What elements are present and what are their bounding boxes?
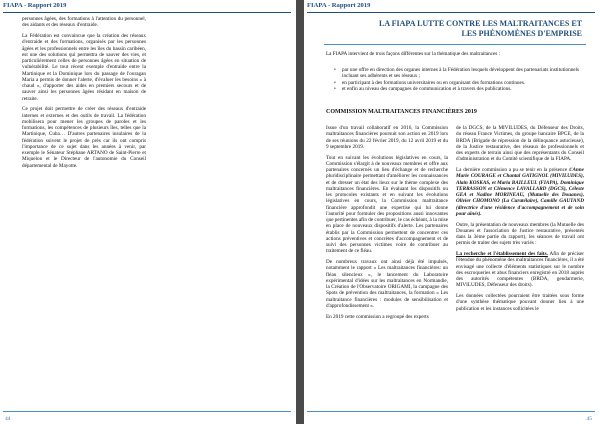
list-item: • par une offre en direction des organes internes à la Fédération lesquels développent des partenariats institutionnels incluant ses adhérents et ses réseaux ; <box>334 67 584 80</box>
running-header: FIAPA - Rapport 2019 <box>307 2 371 9</box>
header-rule <box>307 12 595 13</box>
attendees-names: Anne Marie COURAGE et Chantal GATIGNOL (MIVILUDES), Alain KOSKAS, et Maria BAILLEUL (FIAPA), Dominique TERRASSON et Clémence LAVALLARD (DGCS), Céleste GEA et Nadine MORINEAU, (Mutuelle des Douanes), Olivier CHOMONO (La Curatélaire), Camille GAUTAND (directrice d'une résidence d'accompagnement et de soin pour aînés). <box>456 167 584 217</box>
intro-text: La FIAPA intervient de trois façons différentes sur la thématique des maltraitances : <box>326 51 501 57</box>
right-column-2 <box>456 125 584 316</box>
paragraph: Les données collectées pourraient être traitées sous forme d'une synthèse thématique pouvant donner lieu à une publication et les instances sollicitées le <box>456 293 584 312</box>
page-gutter <box>296 0 304 424</box>
title-line: LA FIAPA LUTTE CONTRE LES MALTRAITANCES ET <box>378 19 582 28</box>
bullet-list <box>334 67 584 93</box>
attendees-intro: La dernière commission a pu se tenir en la présence d' <box>456 167 573 173</box>
page-44 <box>0 0 296 424</box>
page-number: 45 <box>586 416 592 422</box>
header-rule <box>3 12 291 13</box>
paragraph: Issue d'un travail collaboratif en 2016, la Commission maltraitances financières poursuit son action en 2019 lors de ses réunions du 22 février 2019, du 12 avril 2019 et du 9 septembre 2019. <box>326 125 448 150</box>
section-heading: COMMISSION MALTRAITANCES FINANCIÈRES 2019 <box>326 109 477 115</box>
paragraph: personnes âgées, des formations à l'attention du personnel, des aidants et des réseaux d'entraide. <box>22 16 146 29</box>
paragraph: La Fédération est convaincue que la création des réseaux d'entraide et des formations, organisés par les personnes âgées et les professionnels entre les îles du bassin caribéen, est une des solutions qui permettra de sauver des vies, et particulièrement celles de personnes âgées en situation de vulnérabilité. Le tout récent exemple d'entraide entre la Martinique et la Dominique lors du passage de l'ouragan Maria a permis de donner l'alerte, d'évaluer les besoins « à chaud », d'apporter des aides en premiers secours et de sauver ainsi les personnes âgées résidant en maison de retraite. <box>22 33 146 102</box>
research-text: Afin de préciser l'étendue du phénomène des maltraitances financières, il a été envisagé une collecte d'éléments statistiques sur le nombre des escroqueries et abus financiers enregistré en 2018 auprès des autorités compétentes (BRDA, gendarmerie, MIVILUDES, Défenseur des droits). <box>456 251 584 289</box>
paragraph: Tout en suivant les évolutions législatives en cours, la Commission s'élargit à de nouveaux membres et offre aux partenaires concernés un lieu d'échange et de recherche pluridisciplinaire permettant d'améliorer les connaissances et de dresser un état des lieux sur le thème complexe des maltraitances financières. En évaluant les dispositifs ou les protocoles existants et en suivant les évolutions législatives en cours, la Commission maltraitance financière approfondit une expertise qui lui donne l'autorité pour formuler des propositions aussi innovantes que pertinentes afin de contribuer, le cas échéant, à la mise en place de nouveaux dispositifs d'alerte. Les partenaires établis par la Commission permettent de concentrer ces actions préventives et concrètes d'accompagnement et de suivi des personnes victimes voire de contribuer au traitement de ce fléau. <box>326 154 448 255</box>
title-line: LES PHÉNOMÈNES D'EMPRISE <box>461 28 582 38</box>
running-header: FIAPA - Rapport 2019 <box>3 2 67 9</box>
list-item: • et enfin au niveau des campagnes de communication et à travers des publications. <box>334 86 584 92</box>
page-number: 44 <box>5 416 11 422</box>
page-45 <box>304 0 600 424</box>
right-column-1 <box>326 125 448 324</box>
left-text-column <box>22 16 146 173</box>
paragraph: Ce projet doit permettre de créer des réseaux d'entraide internes et externes et des outils de travail. La fédération mobilisera pour mener les groupes de paroles et les formations, les compétences de plusieurs îles, telles que la Martinique, Cuba… D'autres partenaires insulaires de la fédération suivent le projet de près car ils ont compris l'importance de ce sujet dans les années à venir, par exemple le Sénateur Stéphane ARTANO de Saint-Pierre et Miquelon et le Directeur de l'autonomie du Conseil départemental de Mayotte. <box>22 106 146 169</box>
paragraph-attendees <box>456 167 584 217</box>
paragraph: En 2019 cette commission a regroupé des experts <box>326 313 429 320</box>
page-title <box>324 19 582 38</box>
paragraph: De nombreux travaux ont ainsi déjà été impulsés, notamment le rapport « Les maltraitances financières: un fléau silencieux », le lancement du Laboratoire expérimental d'idées sur les maltraitances en Normandie, la Création de l'Observatoire ORIGAMI, la campagne des Spots de prévention des maltraitances, la formation « Les maltraitance financières : modules de sensibilisation et d'approfondissement ». <box>326 259 448 309</box>
paragraph: de la DGCS, de la MIVILUDES, du Défenseur des Droits, du réseau France Victimes, du groupe bancaire BPCE, de la BRDA (Brigade de répression de la délinquance astucieuse), de la Justice restaurative, des réseaux de professionnels et des experts de terrain ainsi que des représentants du Conseil d'administration et du Comité scientifique de la FIAPA. <box>456 125 584 163</box>
footer-rule <box>307 411 595 412</box>
paragraph: Outre, la présentation de nouveaux membres (la Mutuelle des Douanes et l'association de Justice restaurative, présentés dans la 3ème partie du rapport), les séances de travail ont permis de traiter des sujets très variés : <box>456 221 584 247</box>
paragraph-research <box>456 251 584 289</box>
title-rule <box>324 44 586 45</box>
research-lead: La recherche et l'établissement des faits. <box>456 251 548 257</box>
list-item: • en participant à des formations universitaires ou en organisant des formations continues. <box>334 80 584 86</box>
footer-rule <box>3 411 291 412</box>
